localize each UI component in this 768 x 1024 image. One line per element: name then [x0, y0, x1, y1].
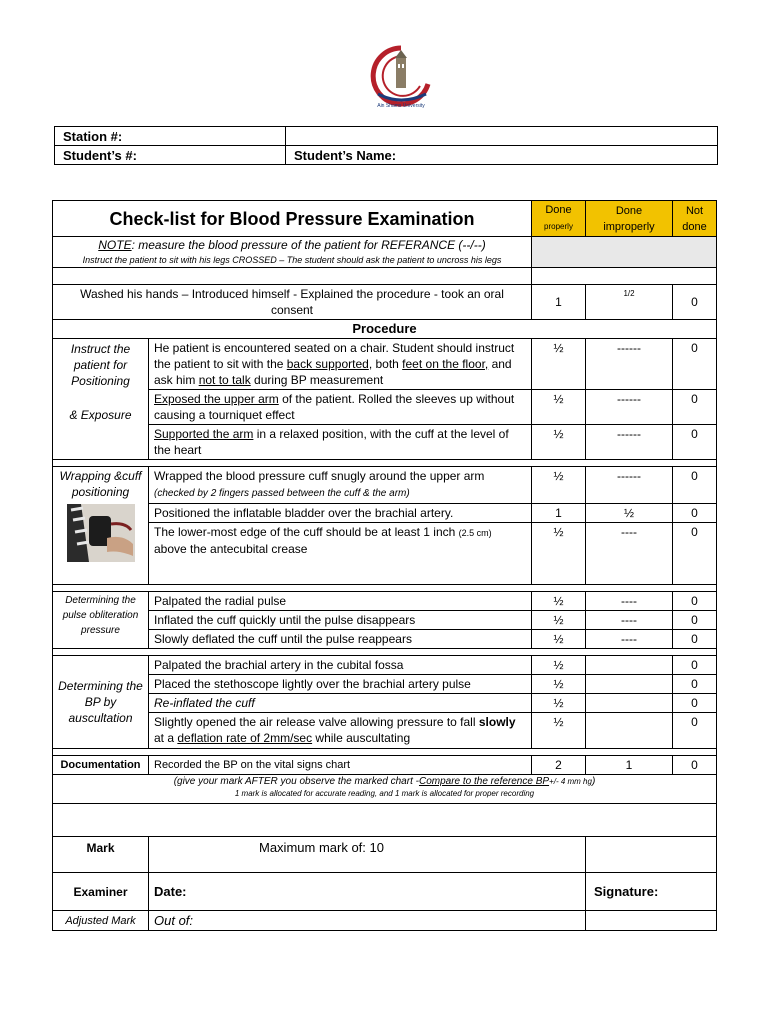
positioning-item-3: Supported the arm in a relaxed position, with the cuff at the level of the heart: [149, 425, 532, 460]
wrapping-item-1: Wrapped the blood pressure cuff snugly around the upper arm (checked by 2 fingers passed between the cuff & the arm): [149, 467, 532, 504]
score-improper[interactable]: ½: [586, 504, 673, 523]
score-improper[interactable]: [586, 656, 673, 675]
checklist-title: Check-list for Blood Pressure Examination: [53, 201, 532, 237]
score-not-done[interactable]: 0: [673, 592, 717, 611]
score-improper[interactable]: ------: [586, 339, 673, 390]
obliteration-item-1: Palpated the radial pulse: [149, 592, 532, 611]
out-of-label[interactable]: Out of:: [149, 911, 586, 931]
checklist-table: [52, 200, 717, 931]
score-improper[interactable]: ----: [586, 611, 673, 630]
blank-row-score: [532, 268, 717, 285]
score-done[interactable]: ½: [532, 675, 586, 694]
university-logo: [368, 44, 434, 110]
wrapping-category: Wrapping &cuff positioning: [53, 467, 149, 585]
obliteration-item-3: Slowly deflated the cuff until the pulse reappears: [149, 630, 532, 649]
score-not-done[interactable]: 0: [673, 504, 717, 523]
score-done[interactable]: ½: [532, 467, 586, 504]
score-done[interactable]: 2: [532, 756, 586, 775]
obliteration-category: Determining the pulse obliteration pressure: [53, 592, 149, 649]
auscultation-item-3: Re-inflated the cuff: [149, 694, 532, 713]
score-done[interactable]: ½: [532, 592, 586, 611]
score-improper[interactable]: ------: [586, 390, 673, 425]
obliteration-item-2: Inflated the cuff quickly until the pulse disappears: [149, 611, 532, 630]
score-not-done[interactable]: 0: [673, 713, 717, 749]
adjusted-mark-field[interactable]: [586, 911, 717, 931]
score-improper[interactable]: ------: [586, 425, 673, 460]
mark-label: Mark: [53, 837, 149, 873]
wrapping-item-2: Positioned the inflatable bladder over the brachial artery.: [149, 504, 532, 523]
score-improper[interactable]: ----: [586, 523, 673, 585]
wrapping-item-3: The lower-most edge of the cuff should be at least 1 inch (2.5 cm) above the antecubital crease: [149, 523, 532, 585]
documentation-category: Documentation: [53, 756, 149, 775]
positioning-category: Instruct the patient for Positioning & Exposure: [53, 339, 149, 460]
score-done[interactable]: 1: [532, 285, 586, 320]
maximum-mark: Maximum mark of: 10: [149, 837, 586, 873]
score-not-done[interactable]: 0: [673, 694, 717, 713]
col-done-properly: Done properly: [532, 201, 586, 237]
auscultation-item-2: Placed the stethoscope lightly over the brachial artery pulse: [149, 675, 532, 694]
score-not-done[interactable]: 0: [673, 656, 717, 675]
positioning-item-1: He patient is encountered seated on a chair. Student should instruct the patient to sit with the back supported, both feet on the floor, and ask him not to talk during BP measurement: [149, 339, 532, 390]
mark-value-field[interactable]: [586, 837, 717, 873]
documentation-note: (give your mark AFTER you observe the marked chart -Compare to the reference BP+/- 4 mm hg) 1 mark is allocated for accurate reading, and 1 mark is allocated for proper recording: [53, 775, 717, 804]
score-improper[interactable]: ----: [586, 630, 673, 649]
positioning-item-2: Exposed the upper arm of the patient. Rolled the sleeves up without causing a tourniquet effect: [149, 390, 532, 425]
score-done[interactable]: ½: [532, 713, 586, 749]
auscultation-item-4: Slightly opened the air release valve allowing pressure to fall slowly at a deflation rate of 2mm/sec while auscultating: [149, 713, 532, 749]
intro-item: Washed his hands – Introduced himself - Explained the procedure - took an oral consent: [53, 285, 532, 320]
reference-bp-cell[interactable]: [532, 237, 717, 268]
examiner-label: Examiner: [53, 873, 149, 911]
note-cell: NOTE: measure the blood pressure of the patient for REFERANCE (--/--) Instruct the patient to sit with his legs CROSSED – The student should ask the patient to uncross his legs: [53, 237, 532, 268]
score-done[interactable]: ½: [532, 694, 586, 713]
score-not-done[interactable]: 0: [673, 425, 717, 460]
score-improper[interactable]: ------: [586, 467, 673, 504]
blank-row: [53, 268, 532, 285]
station-label: Station #:: [55, 127, 286, 146]
score-done[interactable]: ½: [532, 390, 586, 425]
score-not-done[interactable]: 0: [673, 675, 717, 694]
score-done[interactable]: ½: [532, 630, 586, 649]
cuff-photo-icon: [67, 504, 135, 562]
student-number-label: Student’s #:: [55, 146, 286, 165]
score-not-done[interactable]: 0: [673, 756, 717, 775]
score-improper[interactable]: [586, 713, 673, 749]
svg-text:Ain Shams University: Ain Shams University: [377, 103, 425, 109]
score-not-done[interactable]: 0: [673, 390, 717, 425]
score-improper[interactable]: [586, 694, 673, 713]
procedure-heading: Procedure: [53, 320, 717, 339]
note-sub: Instruct the patient to sit with his legs CROSSED – The student should ask the patient to uncross his legs: [82, 255, 502, 265]
student-header-table: [54, 126, 718, 165]
score-done[interactable]: 1: [532, 504, 586, 523]
score-not-done[interactable]: 0: [673, 611, 717, 630]
score-done[interactable]: ½: [532, 656, 586, 675]
score-not-done[interactable]: 0: [673, 467, 717, 504]
score-improper[interactable]: 1: [586, 756, 673, 775]
score-done[interactable]: ½: [532, 425, 586, 460]
adjusted-mark-label: Adjusted Mark: [53, 911, 149, 931]
score-not-done[interactable]: 0: [673, 523, 717, 585]
score-improper[interactable]: ----: [586, 592, 673, 611]
score-done[interactable]: ½: [532, 611, 586, 630]
col-not-done: Not done: [673, 201, 717, 237]
score-not-done[interactable]: 0: [673, 285, 717, 320]
score-done[interactable]: ½: [532, 523, 586, 585]
score-not-done[interactable]: 0: [673, 339, 717, 390]
signature-label[interactable]: Signature:: [586, 873, 717, 911]
auscultation-item-1: Palpated the brachial artery in the cubital fossa: [149, 656, 532, 675]
date-label[interactable]: Date:: [149, 873, 586, 911]
score-done[interactable]: ½: [532, 339, 586, 390]
col-done-improperly: Done improperly: [586, 201, 673, 237]
auscultation-category: Determining the BP by auscultation: [53, 656, 149, 749]
score-improper[interactable]: 1/2: [586, 285, 673, 320]
station-value[interactable]: [286, 127, 718, 146]
student-name-label: Student’s Name:: [286, 146, 718, 165]
blank-row: [53, 804, 717, 837]
documentation-item: Recorded the BP on the vital signs chart: [149, 756, 532, 775]
score-not-done[interactable]: 0: [673, 630, 717, 649]
score-improper[interactable]: [586, 675, 673, 694]
